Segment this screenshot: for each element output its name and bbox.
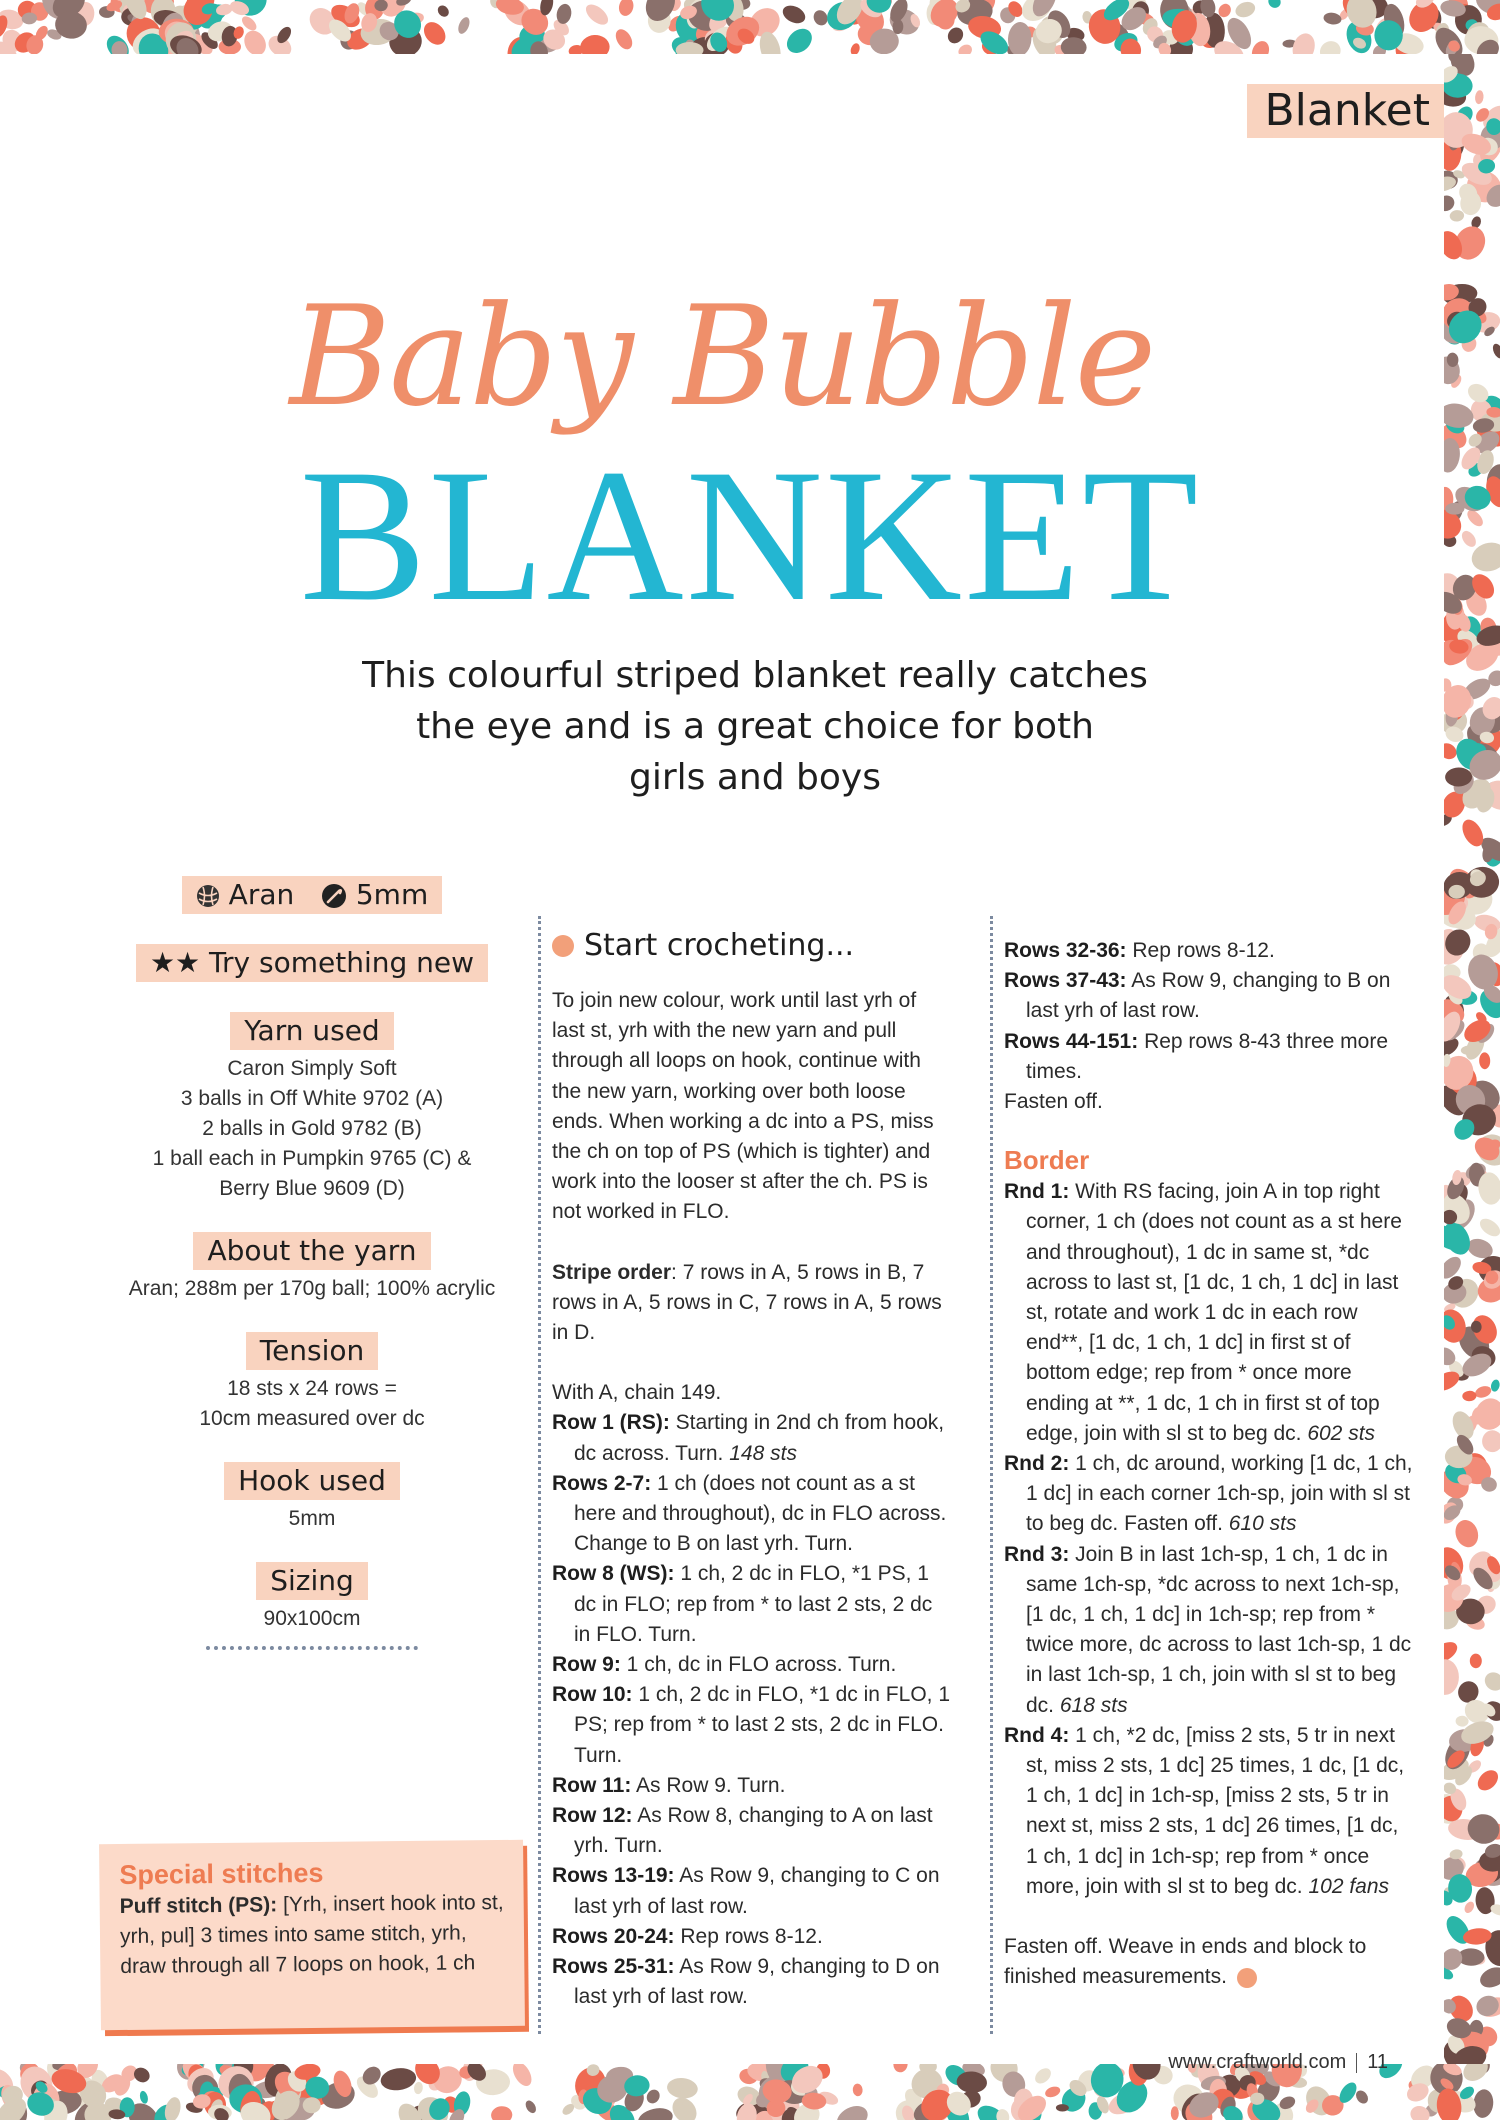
stitch-term: Puff stitch (PS): (119, 1893, 278, 1919)
stitch-count: 618 sts (1059, 1693, 1128, 1717)
spec-line: 2 balls in Gold 9782 (B) (202, 1117, 422, 1140)
pebble-shape (579, 34, 610, 54)
tension-heading: Tension (246, 1332, 379, 1370)
row-list (552, 1408, 952, 2012)
pattern-row (552, 1408, 952, 1468)
pebble-shape (1490, 1379, 1500, 1393)
pebble-shape (780, 2, 808, 27)
pebble-shape (636, 2105, 675, 2120)
pebble-shape (1470, 1653, 1482, 1668)
pattern-row (552, 1801, 952, 1861)
row-label: Rnd 2: (1004, 1452, 1070, 1476)
row-label: Rows 2-7: (552, 1471, 652, 1495)
special-stitches-text (120, 1888, 505, 1982)
pattern-row (1004, 1449, 1414, 1540)
yarn-ball-icon (196, 884, 220, 908)
pattern-row (552, 1952, 952, 2012)
pattern-row (1004, 1177, 1414, 1449)
pebble-shape (1464, 1811, 1500, 1848)
pebble-shape (1171, 2106, 1179, 2120)
intro-line: the eye and is a great choice for both (416, 706, 1094, 747)
pebble-shape (1482, 1430, 1500, 1452)
yarn-used-heading: Yarn used (230, 1012, 393, 1050)
finishing-text (1004, 1932, 1414, 1992)
row-text: 1 ch (does not count as a st here and throughout), dc in FLO across. Change to B on last yrh. Turn. (574, 1471, 947, 1556)
row-label: Rows 37-43: (1004, 969, 1127, 993)
pebble-shape (1479, 1052, 1490, 1069)
specs-column (100, 876, 524, 1650)
row-label: Row 11: (552, 1773, 632, 1797)
pebble-shape (240, 27, 270, 54)
pattern-row (1004, 966, 1414, 1026)
pebble-shape (1462, 1390, 1477, 1401)
pebble-shape (849, 42, 861, 54)
pebble-shape (1354, 2088, 1371, 2106)
pebble-shape (413, 2081, 423, 2094)
row-text: As Row 9, changing to C on last yrh of last row. (574, 1864, 940, 1918)
pattern-row (1004, 1721, 1414, 1902)
row-label: Rows 13-19: (552, 1864, 675, 1888)
pebble-shape (1249, 38, 1272, 54)
pebble-shape (612, 26, 635, 52)
pebble-shape (617, 0, 635, 17)
intro-line: girls and boys (629, 757, 881, 798)
row-text: 1 ch, 2 dc in FLO, *1 PS, 1 dc in FLO; rep from * to last 2 sts, 2 dc in FLO. Turn. (574, 1562, 933, 1646)
pebble-shape (1007, 21, 1032, 54)
pattern-row (552, 1650, 952, 1680)
pebble-shape (1449, 209, 1465, 222)
special-stitches-heading: Special stitches (119, 1857, 324, 1891)
spec-line: 18 sts x 24 rows = (227, 1377, 397, 1400)
pebble-shape (456, 16, 472, 36)
row-list (1004, 936, 1414, 1087)
hook-used-text: 5mm (288, 1507, 336, 1530)
pebble-shape (1316, 37, 1345, 54)
pebble-shape (491, 2105, 513, 2120)
stitch-count: 610 sts (1228, 1512, 1297, 1536)
heading-text: Start crocheting... (584, 928, 855, 963)
intro-line: This colourful striped blanket really catches (362, 655, 1148, 696)
row-label: Rnd 1: (1004, 1180, 1070, 1204)
row-label: Rows 32-36: (1004, 939, 1127, 962)
pebble-shape (1481, 1669, 1500, 1695)
pattern-row (552, 1922, 952, 1952)
row-text: Rep rows 8-43 three more times. (1026, 1029, 1389, 1083)
stripe-text: : 7 rows in A, 5 rows in B, 7 rows in A, 5 rows in C, 7 rows in A, 5 rows in D. (552, 1260, 942, 1345)
pebble-shape (833, 2101, 872, 2120)
about-yarn-text: Aran; 288m per 170g ball; 100% acrylic (128, 1277, 496, 1300)
pattern-intro: To join new colour, work until last yrh of last st, yrh with the new yarn and pull through all loops on hook, continue with the new yarn, working over both loose ends. When working a dc into a PS, miss the ch on top of PS (which is tighter) and work into the looser st after the ch. PS is not worked in FLO. (552, 989, 934, 1224)
start-crocheting-heading (552, 926, 952, 966)
magazine-page (0, 54, 1444, 2073)
pattern-column-middle (552, 926, 952, 2013)
pebble-shape (1452, 1517, 1482, 1550)
pebble-shape (1477, 1963, 1500, 1991)
row-label: Rows 44-151: (1004, 1029, 1139, 1053)
pebble-shape (892, 2064, 908, 2073)
pattern-column-right (1004, 936, 1414, 1993)
row-label: Rnd 3: (1004, 1542, 1070, 1566)
row-text: 1 ch, dc in FLO across. Turn. (620, 1653, 897, 1677)
hook-size: 5mm (355, 878, 429, 911)
pebble-shape (524, 2099, 539, 2115)
special-stitches-box (99, 1840, 525, 2030)
row-text: As Row 9, changing to B on last yrh of last row. (1026, 969, 1391, 1023)
difficulty-label: Try something new (209, 946, 475, 979)
pebble-shape (436, 3, 452, 19)
spec-line: 1 ball each in Pumpkin 9765 (C) & (152, 1147, 472, 1170)
row-label: Rnd 4: (1004, 1723, 1070, 1747)
row-label: Row 12: (552, 1804, 633, 1828)
title-script: Baby Bubble (289, 276, 1155, 437)
row-text: As Row 9, changing to D on last yrh of last row. (574, 1955, 940, 2009)
yarn-weight: Aran (228, 878, 295, 911)
pebble-shape (1472, 1395, 1500, 1433)
row-label: Rows 25-31: (552, 1955, 675, 1979)
pebble-shape (1477, 1215, 1500, 1240)
yarn-hook-badge (182, 876, 442, 914)
pebble-shape (139, 2090, 150, 2104)
page-number: 11 (1367, 2051, 1388, 2073)
difficulty-badge (136, 944, 488, 982)
tension-text (100, 1374, 524, 1434)
spec-line: Caron Simply Soft (227, 1057, 397, 1080)
row-text: Rep rows 8-12. (1126, 939, 1275, 962)
pattern-row (552, 1680, 952, 1771)
pebble-border-top (0, 0, 1500, 54)
row-text: Join B in last 1ch-sp, 1 ch, 1 dc in same 1ch-sp, *dc across to next 1ch-sp, [1 dc, 1 ch, 1 dc] in 1ch-sp; rep from * twice more, dc across to last 1ch-sp, 1 dc in last 1ch-sp, 1 ch, join with sl st to beg dc. (1026, 1542, 1412, 1717)
spec-line: Berry Blue 9609 (D) (219, 1177, 405, 1200)
hook-icon (321, 883, 347, 909)
pebble-shape (1463, 1900, 1476, 1915)
yarn-used-list (100, 1054, 524, 1204)
page-footer (1168, 2048, 1388, 2076)
pebble-shape (1444, 1659, 1459, 1695)
pattern-row (1004, 1027, 1414, 1087)
pebble-shape (1474, 1766, 1500, 1794)
pebble-shape (956, 42, 974, 54)
pebble-shape (1233, 0, 1257, 20)
pattern-row (552, 1771, 952, 1801)
spec-line: 3 balls in Off White 9702 (A) (180, 1087, 444, 1110)
row-text: 1 ch, dc around, working [1 dc, 1 ch, 1 dc] in each corner 1ch-sp, join with sl st to beg dc. Fasten off. (1026, 1452, 1413, 1536)
stitch-count: 102 fans (1308, 1874, 1390, 1898)
chain-instruction: With A, chain 149. (552, 1381, 722, 1405)
pebble-shape (782, 24, 817, 54)
pebble-shape (509, 2064, 535, 2089)
sizing-heading: Sizing (256, 1562, 368, 1600)
stitch-count: 148 sts (729, 1441, 797, 1465)
border-heading: Border (1004, 1145, 1090, 1176)
website: www.craftworld.com (1168, 2051, 1347, 2073)
page-title: BLANKET (299, 431, 1201, 641)
border-rounds (1004, 1177, 1414, 1902)
pebble-shape (420, 18, 450, 49)
stitch-count: 602 sts (1307, 1421, 1376, 1445)
pebble-shape (1474, 1384, 1493, 1400)
column-divider (538, 916, 541, 2034)
pattern-row (552, 1469, 952, 1560)
pattern-row (1004, 1540, 1414, 1721)
stripe-label: Stripe order (552, 1260, 672, 1284)
pebble-shape (582, 1, 611, 29)
sizing-text: 90x100cm (263, 1607, 361, 1630)
row-text: Starting in 2nd ch from hook, dc across. Turn. (574, 1411, 945, 1465)
spec-line: 10cm measured over dc (199, 1407, 425, 1430)
pebble-shape (852, 2083, 863, 2096)
pebble-shape (1455, 1715, 1469, 1726)
finishing-instruction: Fasten off. Weave in ends and block to finished measurements. (1004, 1935, 1367, 1989)
stripe-order (552, 1258, 952, 1349)
row-text: 1 ch, 2 dc in FLO, *1 dc in FLO, 1 PS; rep from * to last 2 sts, 2 dc in FLO. Turn. (574, 1683, 950, 1767)
hook-used-heading: Hook used (224, 1462, 400, 1500)
row-text: Rep rows 8-12. (674, 1924, 823, 1948)
row-text: 1 ch, *2 dc, [miss 2 sts, 5 tr in next st, miss 2 sts, 1 dc] 25 times, 1 dc, [1 dc, 1 ch, 1 dc] in 1ch-sp, [miss 2 sts, 5 tr in next st, miss 2 sts, 1 dc] 26 times, [1 dc, 1 ch, 1 dc] in 1ch-sp; rep from * once more, join with sl st to beg dc. (1026, 1723, 1405, 1898)
pebble-shape (379, 2066, 417, 2093)
row-label: Row 1 (RS): (552, 1411, 670, 1435)
row-label: Row 10: (552, 1683, 633, 1707)
end-yarn-icon (1237, 1968, 1257, 1988)
pebble-shape (666, 2077, 699, 2100)
pebble-shape (1266, 0, 1283, 10)
column-divider (990, 916, 993, 2034)
intro-text (300, 650, 1210, 803)
pebble-shape (1044, 2085, 1062, 2100)
pebble-border-right (1444, 54, 1500, 2064)
section-tag: Blanket (1247, 84, 1445, 138)
pebble-shape (1474, 90, 1484, 105)
row-label: Rows 20-24: (552, 1924, 675, 1948)
pebble-shape (1491, 342, 1500, 360)
pebble-shape (1032, 2065, 1054, 2086)
row-text: As Row 9. Turn. (631, 1773, 786, 1797)
difficulty-stars: ★★ (149, 946, 201, 979)
pattern-row (1004, 936, 1414, 966)
about-yarn-heading: About the yarn (193, 1232, 430, 1270)
row-label: Row 8 (WS): (552, 1562, 675, 1586)
dotted-divider (206, 1646, 418, 1650)
row-text: As Row 8, changing to A on last yrh. Turn. (574, 1804, 933, 1858)
fasten-off: Fasten off. (1004, 1090, 1103, 1114)
row-text: With RS facing, join A in top right corner, 1 ch (does not count as a st here and throughout), 1 dc in same st, *dc across to last st, [1 dc, 1 ch, 1 dc] in last st, rotate and work 1 dc in each row end**, [1 dc, 1 ch, 1 dc] in first st of bottom edge; rep from * once more ending at **, 1 dc, 1 ch in first st of top edge, join with sl st to beg dc. (1026, 1180, 1402, 1445)
yarn-ball-icon (552, 935, 574, 957)
pattern-row (552, 1861, 952, 1921)
pebble-shape (1323, 11, 1343, 25)
pattern-row (552, 1559, 952, 1650)
row-label: Row 9: (552, 1653, 621, 1677)
stitch-description: [Yrh, insert hook into st, yrh, pul] 3 times into same stitch, yrh, draw through all 7 loops on hook, 1 ch (119, 1890, 504, 1979)
pebble-shape (1459, 2064, 1492, 2086)
pebble-shape (1060, 37, 1087, 54)
